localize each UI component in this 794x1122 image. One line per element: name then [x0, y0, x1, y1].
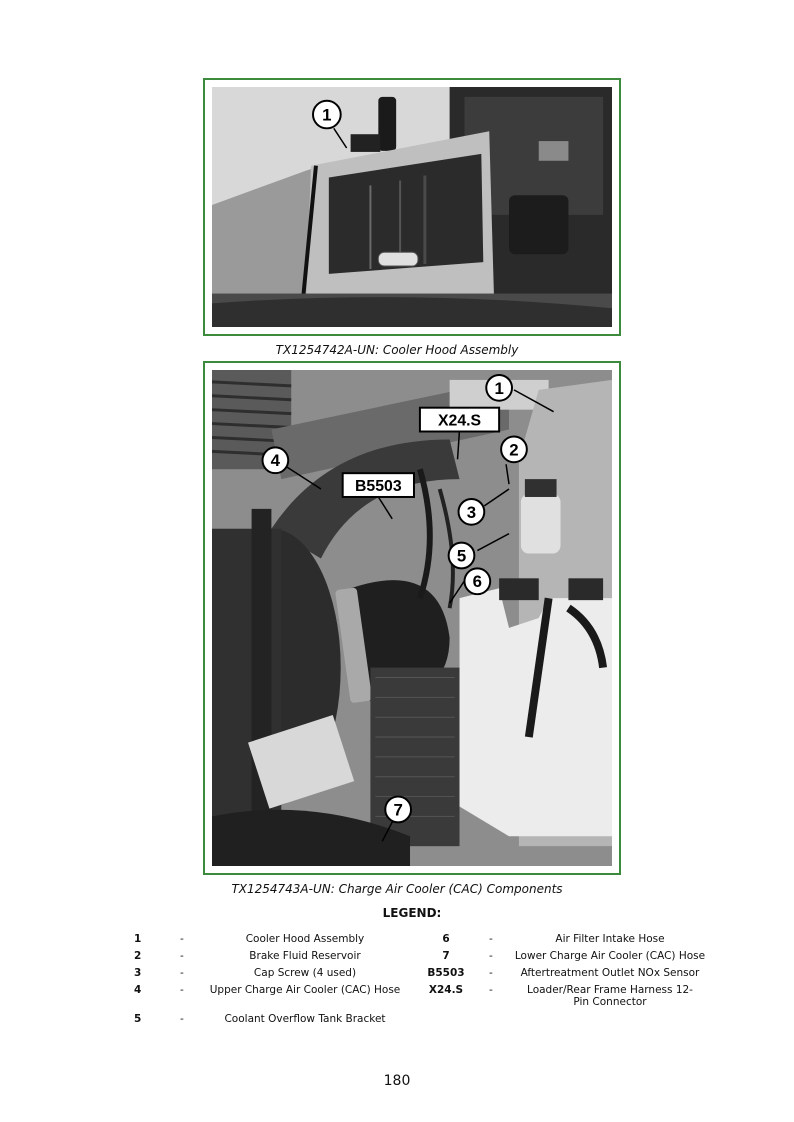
- charge-air-cooler-illustration: [212, 370, 612, 866]
- callout-1-label: 1: [322, 105, 332, 125]
- legend-key: 4: [134, 984, 142, 996]
- legend-row: [0, 950, 794, 966]
- figure-caption-charge-air-cooler: TX1254743A-UN: Charge Air Cooler (CAC) Components: [231, 882, 563, 896]
- legend-key: B5503: [427, 967, 465, 979]
- legend-description: Air Filter Intake Hose: [555, 933, 665, 945]
- legend-title: LEGEND:: [382, 906, 442, 920]
- legend-key: X24.S: [428, 984, 464, 996]
- legend-description: Lower Charge Air Cooler (CAC) Hose: [514, 950, 706, 962]
- legend-separator: -: [489, 984, 493, 996]
- figure-caption-cooler-hood: TX1254742A-UN: Cooler Hood Assembly: [275, 343, 519, 357]
- cooler-hood-illustration: [212, 87, 612, 327]
- legend-description: Cooler Hood Assembly: [245, 933, 365, 945]
- legend-separator: -: [180, 984, 184, 996]
- photo-cooler-hood: [212, 87, 612, 327]
- photo-charge-air-cooler: [212, 370, 612, 866]
- legend-separator: -: [489, 933, 493, 945]
- legend-key: 7: [442, 950, 450, 962]
- callout-7-label: 7: [393, 800, 403, 820]
- legend-separator: -: [180, 1013, 184, 1025]
- legend-separator: -: [180, 933, 184, 945]
- legend-key: 3: [134, 967, 142, 979]
- legend-key: 1: [134, 933, 142, 945]
- figure-charge-air-cooler: [203, 361, 621, 875]
- callout-3-label: 3: [466, 502, 477, 522]
- legend-description: Loader/Rear Frame Harness 12-Pin Connector: [527, 984, 693, 1008]
- legend-row: [0, 984, 794, 1012]
- legend-key: 2: [134, 950, 142, 962]
- legend-row: [0, 933, 794, 949]
- legend-separator: -: [489, 967, 493, 979]
- legend-separator: -: [180, 950, 184, 962]
- callout-4-label: 4: [270, 451, 281, 471]
- label-x24s: X24.S: [437, 412, 482, 430]
- callout-1-label: 1: [494, 378, 504, 398]
- figure-cooler-hood: [203, 78, 621, 336]
- legend-description: Aftertreatment Outlet NOx Sensor: [520, 967, 700, 979]
- legend-row: [0, 1013, 794, 1029]
- legend-key: 5: [134, 1013, 142, 1025]
- callout-6-label: 6: [472, 572, 483, 592]
- legend-description: Brake Fluid Reservoir: [249, 950, 361, 962]
- legend-description: Coolant Overflow Tank Bracket: [224, 1013, 386, 1025]
- label-b5503: B5503: [355, 478, 402, 496]
- page-number: 180: [383, 1073, 411, 1089]
- legend-separator: -: [180, 967, 184, 979]
- legend-description: Cap Screw (4 used): [253, 967, 357, 979]
- callout-2-label: 2: [509, 440, 519, 460]
- legend-description: Upper Charge Air Cooler (CAC) Hose: [209, 984, 401, 996]
- legend-key: 6: [442, 933, 450, 945]
- callout-5-label: 5: [456, 546, 467, 566]
- legend-separator: -: [489, 950, 493, 962]
- legend-row: [0, 967, 794, 983]
